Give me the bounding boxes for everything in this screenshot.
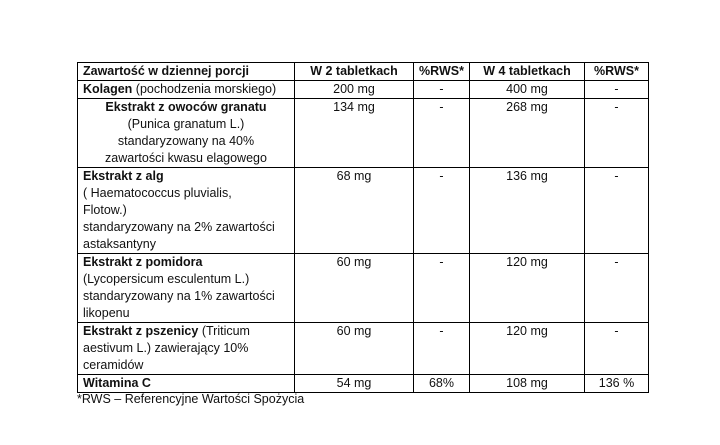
supplement-table <box>77 62 649 393</box>
rws-4-cell: - <box>585 168 649 254</box>
dose-4-cell: 120 mg <box>470 323 585 375</box>
rws-2-cell: - <box>414 254 470 323</box>
table-row-witamina-c <box>78 375 649 393</box>
ingredient-name: Witamina C <box>83 376 151 390</box>
header-rws-4: %RWS* <box>585 63 649 81</box>
ingredient-desc-line: standaryzowany na 1% zawartości <box>83 289 275 303</box>
ingredient-name: Ekstrakt z owoców granatu <box>105 100 267 114</box>
ingredient-name: Ekstrakt z pszenicy <box>83 324 199 338</box>
table-row-granat <box>78 99 649 168</box>
dose-4-cell: 136 mg <box>470 168 585 254</box>
dose-2-cell: 60 mg <box>295 323 414 375</box>
ingredient-cell <box>78 323 295 375</box>
ingredient-name: Kolagen <box>83 82 133 96</box>
ingredient-cell <box>78 375 295 393</box>
rws-2-cell: - <box>414 168 470 254</box>
rws-2-cell: - <box>414 81 470 99</box>
ingredient-desc-line: ( Haematococcus pluvialis, <box>83 186 232 200</box>
ingredient-cell <box>78 254 295 323</box>
rws-4-cell: - <box>585 81 649 99</box>
dose-4-cell: 108 mg <box>470 375 585 393</box>
ingredient-cell <box>78 81 295 99</box>
ingredient-desc-line: standaryzowany na 2% zawartości <box>83 220 275 234</box>
table-row-alg <box>78 168 649 254</box>
rws-4-cell: - <box>585 99 649 168</box>
ingredient-desc-line: (Triticum <box>198 324 250 338</box>
ingredient-cell <box>78 168 295 254</box>
table-row-pszenica <box>78 323 649 375</box>
rws-2-cell: - <box>414 99 470 168</box>
ingredient-desc-line: Flotow.) <box>83 203 127 217</box>
rws-2-cell: - <box>414 323 470 375</box>
ingredient-desc-line: aestivum L.) zawierający 10% <box>83 341 249 355</box>
header-dose-2-tablets: W 2 tabletkach <box>295 63 414 81</box>
dose-2-cell: 54 mg <box>295 375 414 393</box>
dose-2-cell: 134 mg <box>295 99 414 168</box>
ingredient-desc-line: (Lycopersicum esculentum L.) <box>83 272 250 286</box>
ingredient-desc: (pochodzenia morskiego) <box>132 82 277 96</box>
rws-2-cell: 68% <box>414 375 470 393</box>
ingredient-cell <box>78 99 295 168</box>
ingredient-name: Ekstrakt z alg <box>83 169 164 183</box>
footnote: *RWS – Referencyjne Wartości Spożycia <box>77 392 305 406</box>
dose-2-cell: 68 mg <box>295 168 414 254</box>
ingredient-desc-line: ceramidów <box>83 358 144 372</box>
table-row-pomidor <box>78 254 649 323</box>
dose-2-cell: 200 mg <box>295 81 414 99</box>
ingredient-desc-line: (Punica granatum L.) <box>127 117 245 131</box>
table-row-kolagen <box>78 81 649 99</box>
rws-4-cell: - <box>585 323 649 375</box>
dose-4-cell: 400 mg <box>470 81 585 99</box>
ingredient-desc-line: likopenu <box>83 306 130 320</box>
ingredient-desc-line: standaryzowany na 40% <box>117 134 255 148</box>
header-rws-2: %RWS* <box>414 63 470 81</box>
ingredient-desc-line: zawartości kwasu elagowego <box>105 151 267 165</box>
ingredient-name: Ekstrakt z pomidora <box>83 255 203 269</box>
dose-4-cell: 120 mg <box>470 254 585 323</box>
table-header-row <box>78 63 649 81</box>
rws-4-cell: 136 % <box>585 375 649 393</box>
header-dose-4-tablets: W 4 tabletkach <box>470 63 585 81</box>
ingredient-desc-line: astaksantyny <box>83 237 156 251</box>
header-ingredient: Zawartość w dziennej porcji <box>78 63 295 81</box>
dose-2-cell: 60 mg <box>295 254 414 323</box>
rws-4-cell: - <box>585 254 649 323</box>
dose-4-cell: 268 mg <box>470 99 585 168</box>
